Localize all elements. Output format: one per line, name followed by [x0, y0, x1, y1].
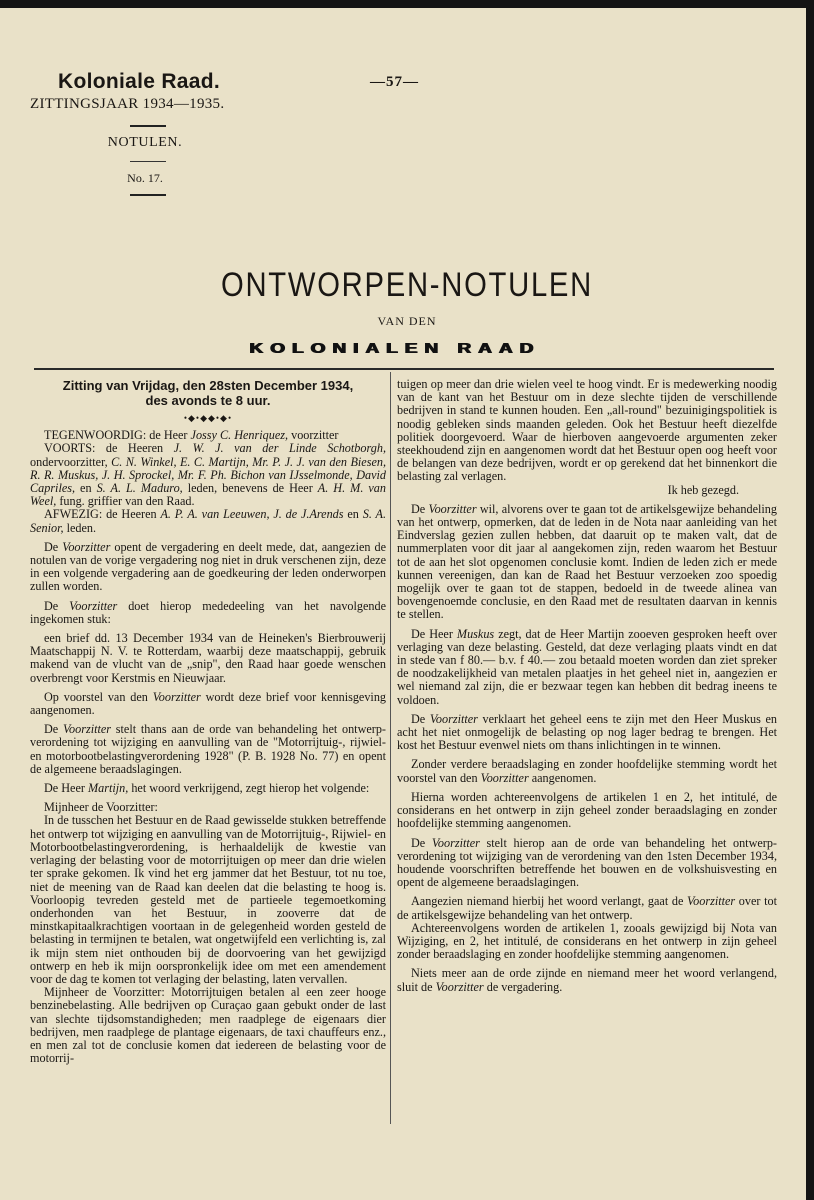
council-banner: KOLONIALEN RAAD: [249, 340, 541, 357]
paragraph: In de tusschen het Bestuur en de Raad gewisselde stukken betreffende het ontwerp tot wijziging en aanvulling van de Motorrijtuig-, Rijwiel- en Motorbootbelastingverordening, is herhaaldelijk de kwestie van verlaging der belasting voor de motorrijtuigen op meer dan drie wielen ter sprake gekomen. Ik vind het erg jammer dat het Bestuur, tot nu toe, niet de meening van de Raad kan deelen dat die belasting te hoog is. Voorloopig tevreden gesteld met de partieele tegemoetkoming onderhonden van het Bestuur, in zooverre dat de minstkapitaalkrachtigen voortaan in de gelegenheid worden gesteld de belasting in termijnen te betalen, wat ongetwijfeld een verlichting is, zal ik mijn stem niet onthouden bij de doorvoering van het gewijzigd ontwerp en heb ik mijn oorspronkelijk idee om met een amendement voor de dag te komen tot verlaging der belasting, laten vervallen.: [30, 813, 386, 986]
paragraph: een brief dd. 13 December 1934 van de Heineken's Bierbrouwerij Maatschappij N. V. te Rotterdam, waarbij deze maatschappij, gebruik makend van de vlucht van de „snip", den Raad haar goede wenschen overbrengt voor Kerstmis en Nieuwjaar.: [30, 631, 386, 685]
paragraph: Hierna worden achtereenvolgens de artikelen 1 en 2, het intitulé, de considerans en het ontwerp in zijn geheel zonder beraadslaging en zonder hoofdelijke stemming aangenomen.: [397, 789, 777, 831]
paragraph: Achtereenvolgens worden de artikelen 1, zooals gewijzigd bij Nota van Wijziging, en 2, het intitulé, de considerans en het ontwerp in zijn geheel zonder beraadslaging en zonder hoofdelijke stemming aangenomen.: [397, 920, 777, 962]
paragraph: De Heer Muskus zegt, dat de Heer Martijn zooeven gesproken heeft over verlaging van deze belasting. Gesteld, dat deze verlaging plaats vindt en dat in stede van f 80.— b.v. f 40.— zou betaald moeten worden dan ziet spreker de noodzakelijkheid van metalen plaatjes in het geheel niet in, aangezien er wel niemand zal zijn, die er bezwaar tegen kan hebben dit bedrag ineens te voldoen.: [397, 626, 777, 707]
session-heading: Zitting van Vrijdag, den 28sten December 1934, des avonds te 8 uur.: [62, 378, 354, 408]
attendance-also: VOORTS: de Heeren J. W. J. van der Linde Schotborgh, ondervoorzitter, C. N. Winkel, E. C. Martijn, Mr. P. J. J. van den Biesen, R. R. Muskus, J. H. Sprockel, Mr. F. Ph. Bichon van IJsselmonde, David Capriles, en S. A. L. Maduro, leden, benevens de Heer A. H. M. van Weel, fung. griffier van den Raad.: [30, 441, 386, 509]
attendance-absent: AFWEZIG: de Heeren A. P. A. van Leeuwen, J. de J.Arends en S. A. Senior, leden.: [30, 507, 386, 535]
header-rule: [130, 161, 166, 162]
header-rule: [130, 125, 166, 127]
paragraph: De Heer Martijn, het woord verkrijgend, zegt hierop het volgende:: [44, 781, 370, 796]
paragraph: De Voorzitter stelt hierop aan de orde van behandeling het ontwerp-verordening tot wijziging van de verordening van den 1sten December 1934, houdende voorschriften betreffende het bouwen en de volkshuisvesting en opent de algemeene beraadslagingen.: [397, 835, 777, 890]
session-year: ZITTINGSJAAR 1934—1935.: [30, 96, 225, 112]
paragraph: Aangezien niemand hierbij het woord verlangt, gaat de Voorzitter over tot de artikelsgewijze behandeling van het ontwerp.: [397, 894, 777, 922]
right-column: [397, 378, 777, 1000]
title-divider: [34, 368, 774, 370]
paragraph: De Voorzitter verklaart het geheel eens te zijn met den Heer Muskus en acht het niet onmogelijk de belasting op nog lager bedrag te brengen. Het kost het Bestuur evenwel niets om thans inlichtingen in te winnen.: [397, 711, 777, 753]
issue-number: No. 17.: [127, 171, 163, 185]
paragraph: Zonder verdere beraadslaging en zonder hoofdelijke stemming wordt het voorstel van den Voorzitter aangenomen.: [397, 757, 777, 785]
paragraph: Niets meer aan de orde zijnde en niemand meer het woord verlangend, sluit de Voorzitter de vergadering.: [397, 966, 777, 994]
paragraph: De Voorzitter wil, alvorens over te gaan tot de artikelsgewijze behandeling van het ontwerp, opmerken, dat de leden in de Nota naar aanleiding van het Eindverslag gezien zullen hebben, dat daaruit op te maken valt, dat de nummerplaten voor dit jaar al aangekomen zijn, reden waarom het Bestuur tot de aan het slot opgenomen conclusie komt. Indien de leden zich er mede kunnen vereenigen, dan kan de Raad het Bestuur verzoeken zoo spoedig mogelijk over te gaan tot de stappen, bedoeld in de tweede alinea van bovengenoemde conclusie, en den Raad met de resultaten daarvan in kennis te stellen.: [397, 501, 777, 622]
speech-closing: Ik heb gezegd.: [667, 482, 739, 497]
page-number: —57—: [370, 74, 419, 90]
scan-border-top: [0, 0, 814, 8]
masthead-header: [30, 70, 260, 196]
column-divider: [390, 372, 391, 1124]
paragraph: De Voorzitter opent de vergadering en deelt mede, dat, aangezien de notulen van de vorige vergadering nog niet in druk verschenen zijn, deze in een volgende vergadering aan de goedkeuring der leden onderworpen zullen worden.: [30, 539, 386, 594]
paragraph: Mijnheer de Voorzitter:: [44, 800, 158, 815]
ornament: •◆•◆◆•◆•: [183, 413, 233, 423]
paragraph: De Voorzitter doet hierop mededeeling van het navolgende ingekomen stuk:: [30, 598, 387, 626]
paragraph: Mijnheer de Voorzitter: Motorrijtuigen betalen al een zeer hooge benzinebelasting. Alle bedrijven op Curaçao gaan gebukt onder de last van slechte tijdsomstandigheden; men raadplege de eigenaars dier bedrijven, men raadplege de plantage eigenaars, de taxi chauffeurs enz., en men zal tot de conclusie komen dat iedereen de belasting voor de motorrij-: [30, 985, 386, 1066]
document-title: ONTWORPEN-NOTULEN: [220, 266, 594, 304]
attendance-present: TEGENWOORDIG: de Heer Jossy C. Henriquez, voorzitter: [44, 428, 339, 443]
council-title: Koloniale Raad.: [58, 70, 221, 93]
scan-border-right: [806, 0, 814, 1200]
paragraph: tuigen op meer dan drie wielen veel te hoog vindt. Er is medewerking noodig van de kant van het Bestuur om in deze slechte tijden de verschillende bedrijven in stand te kunnen houden. Een „all-round" bezuinigingspolitiek is noodig gebleken sinds maanden geleden. Ook het Bestuur heeft diezelfde politiek doorgevoerd. Waar de hierboven aangevoerde argumenten zeker steekhoudend zijn en aangenomen wordt dat het Bestuur open oog heeft voor de belangen van deze bedrijven, wordt er op gerekend dat het binnenkort die belasting zal verlagen.: [397, 377, 777, 484]
paragraph: Op voorstel van den Voorzitter wordt deze brief voor kennisgeving aangenomen.: [30, 689, 387, 718]
section-label: NOTULEN.: [107, 135, 183, 150]
header-rule: [130, 194, 166, 196]
left-column: [30, 378, 386, 1065]
document-subtitle: VAN DEN: [377, 314, 437, 328]
paragraph: De Voorzitter stelt thans aan de orde van behandeling het ontwerp-verordening tot wijziging en aanvulling van de "Motorrijtuig-, rijwiel- en motorbootbelastingverordening 1928" (P. B. 1928 No. 77) en opent de algemeene beraadslagingen.: [30, 722, 386, 776]
